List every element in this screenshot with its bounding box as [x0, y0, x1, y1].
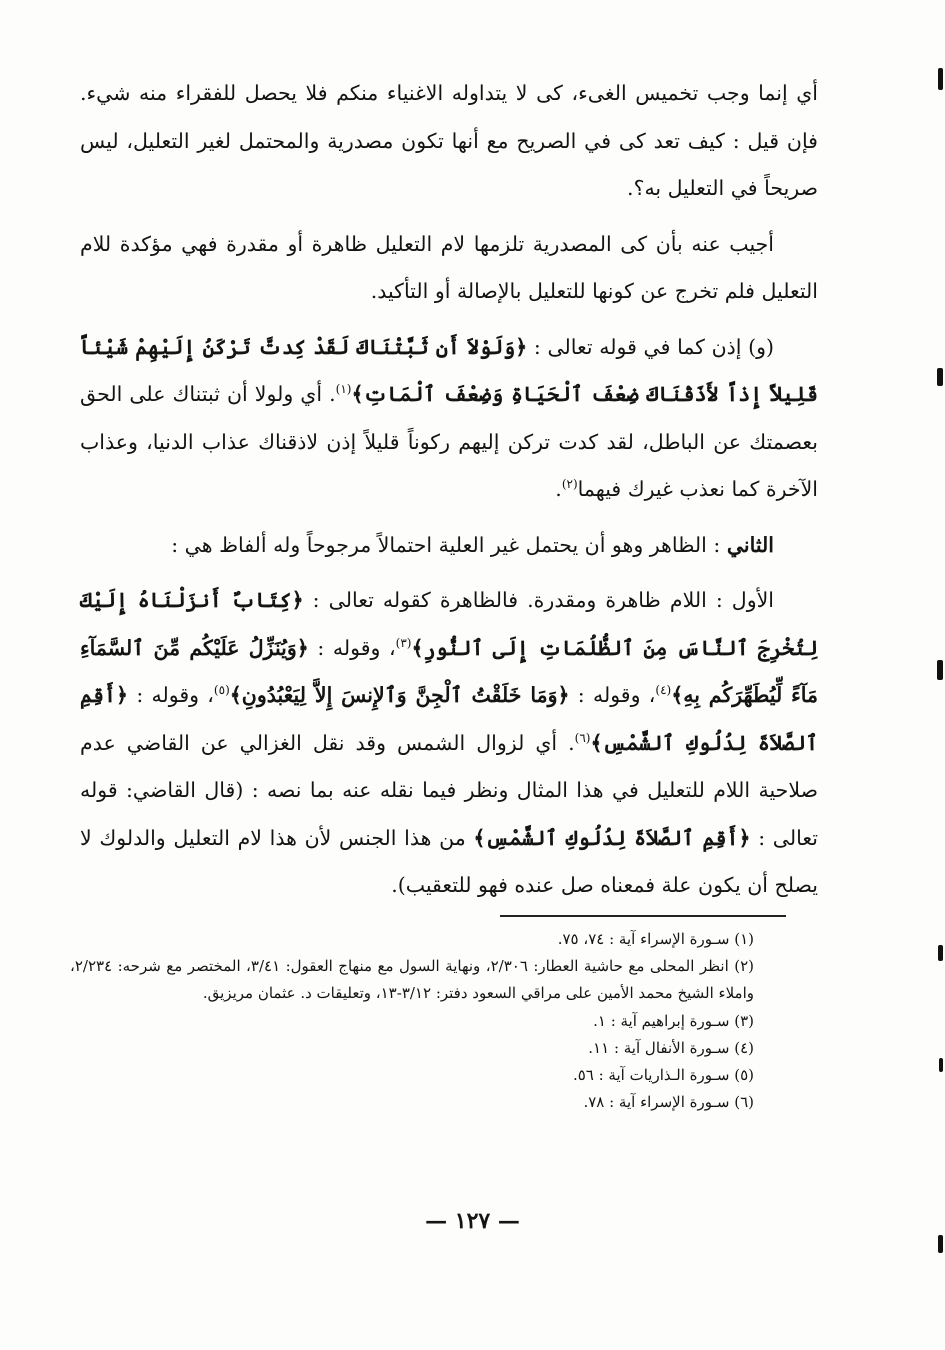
- p4-text: : الظاهر وهو أن يحتمل غير العلية احتمالاً مرجوحاً وله ألفاظ هي :: [171, 532, 727, 557]
- p3-text-b: . أي ولولا أن ثبتناك على الحق بعصمتك عن الباطل، لقد كدت تركن إليهم ركوناً قليلاً إذن لاذقناك عذاب الدنيا، وعذاب الآخرة كما نعذب غيرك فيهما: [80, 382, 818, 501]
- paragraph-3: [80, 324, 818, 514]
- p5-text-d: ، وقوله :: [128, 683, 214, 707]
- p5-text-f: من هذا الجنس لأن هذا لام التعليل والدلوك لا يصلح أن يكون علة فمعناه صل عنده فهو للتعقيب).: [80, 825, 818, 897]
- p5-text-a: الأول : اللام ظاهرة ومقدرة. فالظاهرة كقوله تعالى :: [303, 588, 774, 612]
- scan-mark: [937, 368, 943, 386]
- footnote-ref: (٤): [655, 683, 672, 698]
- footnote-5: (٥) سـورة الـذاريات آية : ٥٦.: [572, 1066, 754, 1085]
- paragraph-2: أجيب عنه بأن كى المصدرية تلزمها لام التعليل ظاهرة أو مقدرة فهي مؤكدة للام التعليل فلم تخرج عن كونها للتعليل بالإصالة أو التأكيد.: [80, 231, 818, 303]
- footnote-ref: (٥): [213, 683, 230, 698]
- paragraph-4: [80, 522, 818, 570]
- paragraph-1: أي إنما وجب تخميس الغىء، كى لا يتداوله الاغنياء منكم فلا يحصل للفقراء منه شيء. فإن قيل : كيف تعد كى في الصريح مع أنها تكون مصدرية والمحتمل لغير التعليل، ليس صريحاً في التعليل به؟.: [80, 81, 818, 200]
- p5-text-c: ، وقوله :: [569, 683, 656, 707]
- footnote-ref: (٢): [561, 477, 578, 492]
- p5-text-e: . أي لزوال الشمس وقد نقل الغزالي عن القاضي عدم صلاحية اللام للتعليل في هذا المثال ونظر فيما نقله عنه بما نصه : (قال القاضي: قوله تعالى :: [80, 730, 818, 850]
- footnote-ref: (١): [335, 382, 352, 397]
- footnote-1: (١) سـورة الإسراء آية : ٧٤، ٧٥.: [557, 930, 754, 948]
- p5-text-b: ، وقوله :: [308, 635, 396, 660]
- footnote-3: (٣) سـورة إبراهيم آية : ١.: [593, 1011, 754, 1030]
- footnote-ref: (٦): [574, 730, 591, 745]
- quran-verse: ﴿وَيُنَزِّلُ عَلَيْكُم مِّنَ ٱلسَّمَآءِ مَآءً لِّيُطَهِّرَكُم بِهِ﴾: [80, 635, 818, 707]
- scan-mark: [938, 945, 943, 961]
- p3-text-c: .: [555, 477, 562, 501]
- main-text: [80, 70, 818, 910]
- quran-verse: ﴿وَلَوْلاَ أَن ثَبَّتْنَاكَ لَقَدْ كِدتَّ تَرْكَنُ إِلَيْهِمْ شَيْئاً قَلِيلاً إِذاً لأَذَقْنَاكَ ضِعْفَ ٱلْحَيَاةِ وَضِعْفَ ٱلْمَاتِ﴾: [80, 334, 818, 406]
- quran-verse: ﴿كِتَابٌ أَنزَلْنَاهُ إِلَيْكَ لِتُخْرِجَ ٱلنَّاسَ مِنَ ٱلظُّلُمَاتِ إِلَى ٱلنُّورِ﴾: [80, 588, 818, 660]
- footnote-ref: (٣): [395, 635, 412, 650]
- quran-verse: ﴿وَمَا خَلَقْتُ ٱلْجِنَّ وَٱلإِنسَ إِلاَّ لِيَعْبُدُونِ﴾: [229, 683, 570, 707]
- quran-verse: ﴿أَقِمِ ٱلصَّلاَةَ لِدُلُوكِ ٱلشَّمْسِ﴾: [473, 825, 751, 850]
- scan-mark: [938, 68, 943, 90]
- scan-mark: [937, 660, 943, 680]
- footnote-6: (٦) سـورة الإسراء آية : ٧٨.: [583, 1093, 754, 1112]
- quran-verse: ﴿أَقِمِ ٱلصَّلاَةَ لِدُلُوكِ ٱلشَّمْسِ﴾: [80, 683, 818, 755]
- page-number: — ١٢٧ —: [425, 1208, 520, 1234]
- section-heading: الثاني: [726, 532, 774, 557]
- footnote-divider: [500, 915, 786, 917]
- footnote-4: (٤) سـورة الأنفال آية : ١١.: [588, 1038, 754, 1057]
- paragraph-5: [80, 577, 818, 910]
- footnote-2: (٢) انظر المحلى مع حاشية العطار: ٢/٣٠٦، ونهاية السول مع منهاج العقول: ٣/٤١، المختصر مع شرحه: ٢/٢٣٤، واملاء الشيخ محمد الأمين على مراقي السعود دفتر: ٣/١٢-١٣، وتعليقات د. عثمان مريزيق.: [70, 957, 754, 1003]
- footnotes: [70, 926, 788, 1116]
- scan-mark: [939, 1058, 943, 1072]
- p3-text-a: (و) إذن كما في قوله تعالى :: [527, 334, 774, 359]
- scan-mark: [938, 1235, 943, 1253]
